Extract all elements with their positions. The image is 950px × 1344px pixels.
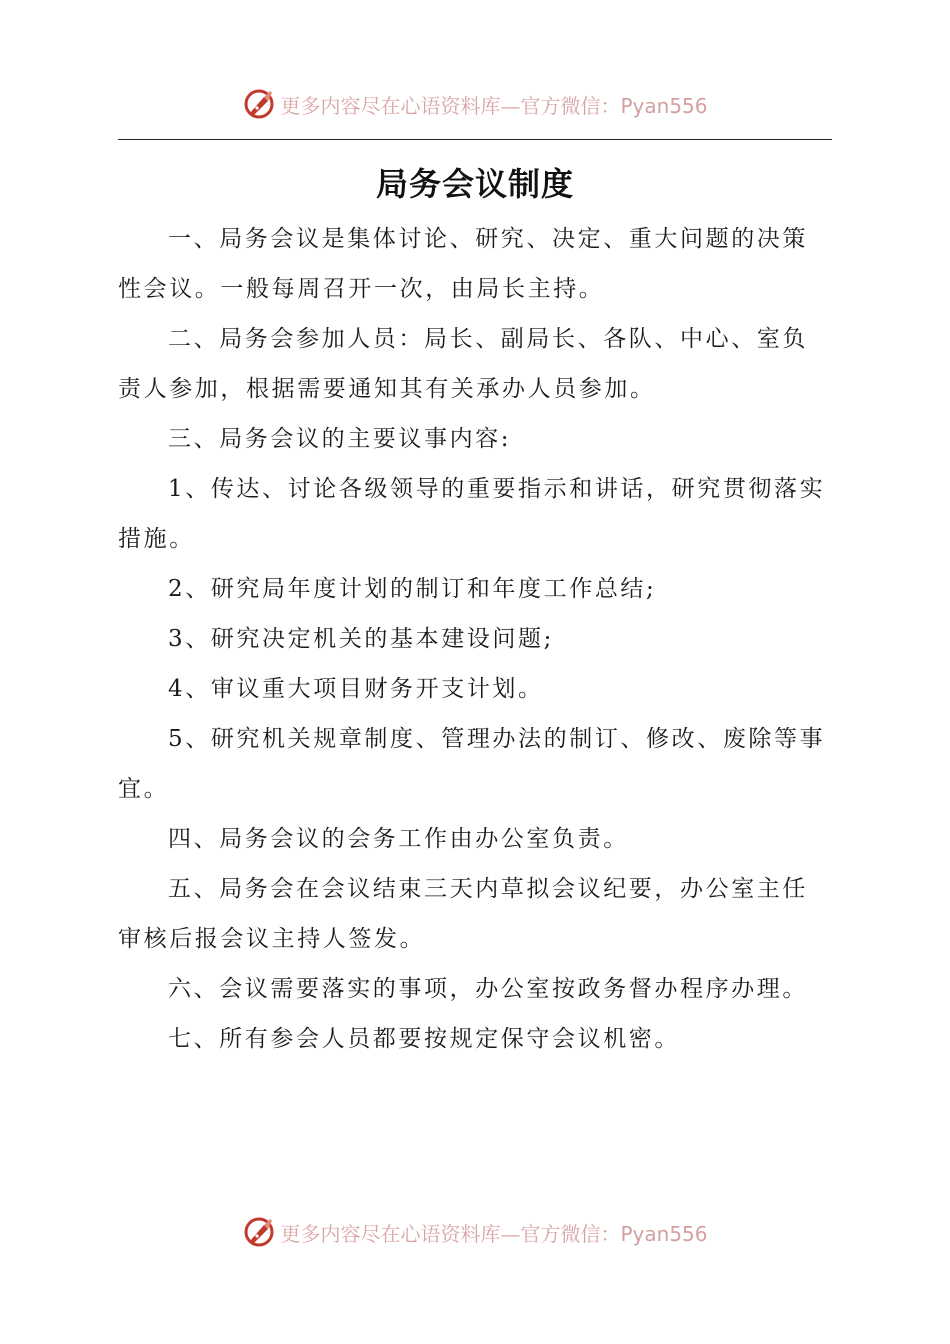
paragraph: 七、所有参会人员都要按规定保守会议机密。 [168, 1026, 680, 1052]
paragraph: 五、局务会在会议结束三天内草拟会议纪要，办公室主任审核后报会议主持人签发。 [118, 876, 808, 952]
footer-watermark [0, 1212, 950, 1252]
paragraph: 1、传达、讨论各级领导的重要指示和讲话，研究贯彻落实措施。 [118, 476, 826, 552]
header-wechat-id: Pyan556 [620, 93, 708, 118]
footer-wechat-id: Pyan556 [620, 1221, 708, 1246]
paragraph: 三、局务会议的主要议事内容: [168, 426, 512, 452]
paragraph: 5、研究机关规章制度、管理办法的制订、修改、废除等事宜。 [118, 726, 826, 802]
paragraph: 六、会议需要落实的事项，办公室按政务督办程序办理。 [168, 976, 808, 1002]
header-watermark-label: 更多内容尽在心语资料库—官方微信： [280, 93, 621, 118]
paragraph: 2、研究局年度计划的制订和年度工作总结; [168, 576, 657, 602]
pen-nib-logo-icon [242, 87, 276, 121]
footer-watermark-text [280, 1218, 707, 1247]
document-title: 局务会议制度 [375, 165, 574, 203]
document-body [118, 214, 832, 1064]
header-watermark [0, 84, 950, 124]
paragraph: 3、研究决定机关的基本建设问题; [168, 626, 554, 652]
header-watermark-text [280, 90, 707, 119]
footer-watermark-label: 更多内容尽在心语资料库—官方微信： [280, 1221, 621, 1246]
paragraph: 二、局务会参加人员：局长、副局长、各队、中心、室负责人参加，根据需要通知其有关承办人员参加。 [118, 326, 808, 402]
pen-nib-logo-icon [242, 1215, 276, 1249]
paragraph: 4、审议重大项目财务开支计划。 [168, 676, 544, 702]
paragraph: 一、局务会议是集体讨论、研究、决定、重大问题的决策性会议。一般每周召开一次，由局长主持。 [118, 226, 808, 302]
header-divider [118, 139, 832, 140]
paragraph: 四、局务会议的会务工作由办公室负责。 [168, 826, 629, 852]
